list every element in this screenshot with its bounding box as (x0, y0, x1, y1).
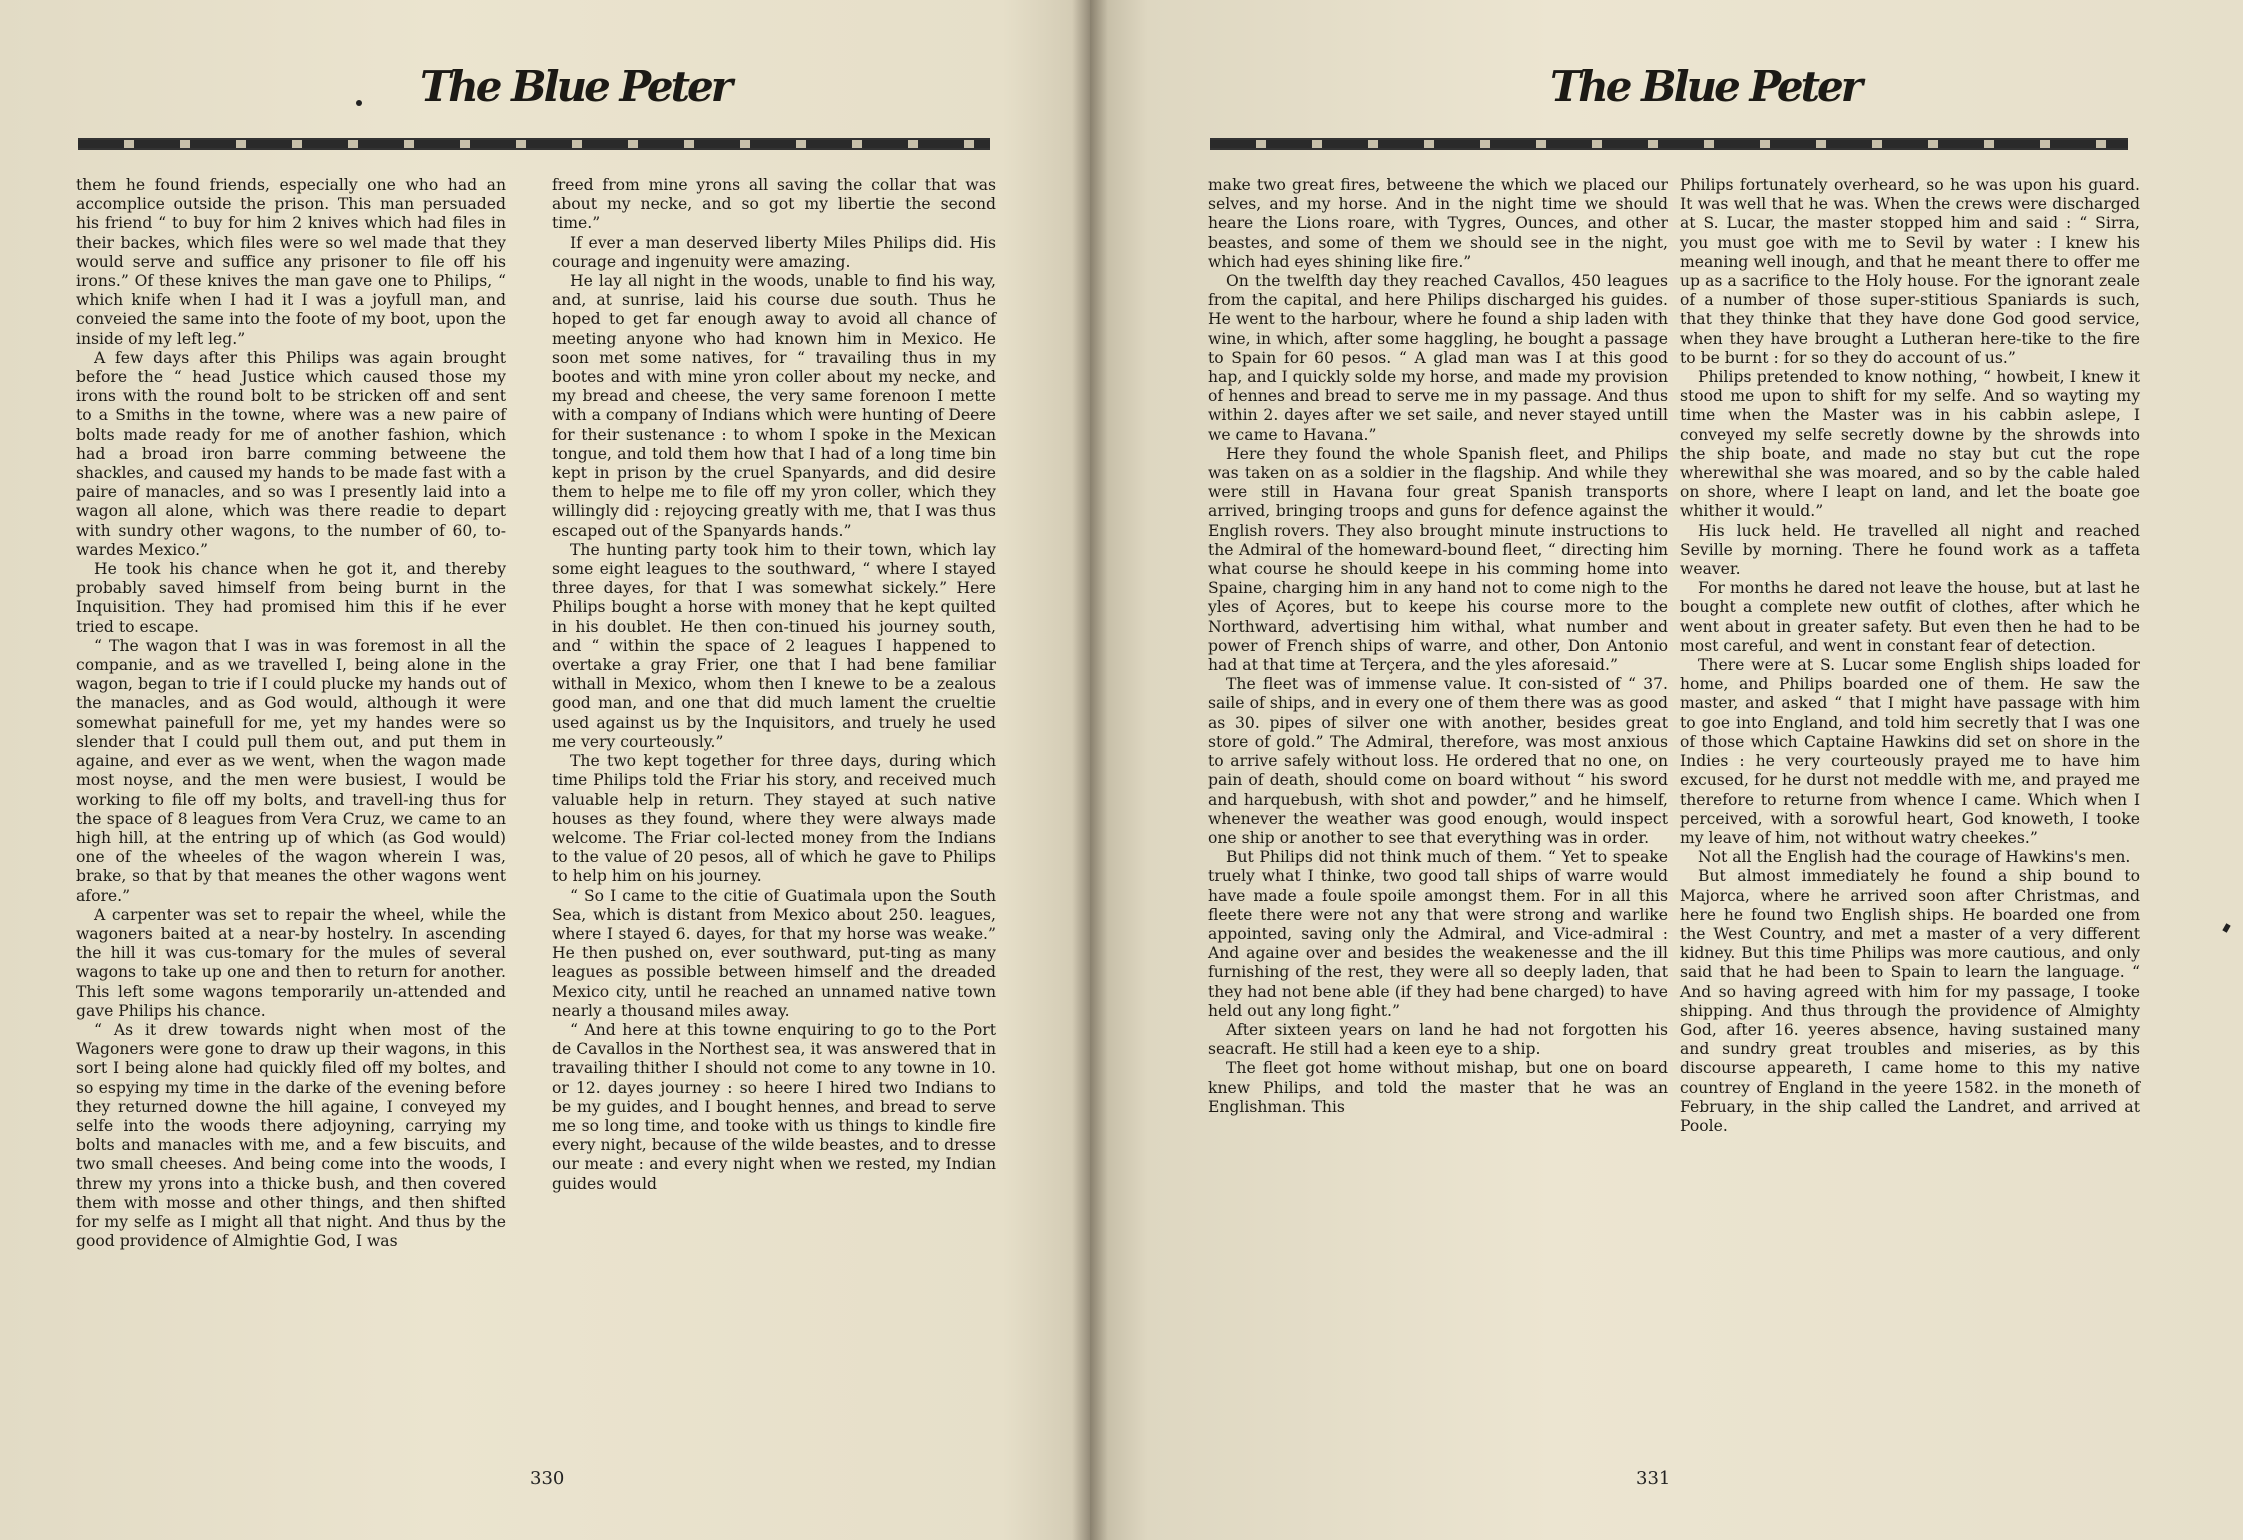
paragraph: His luck held. He travelled all night and reached Seville by morning. There he found work as a taffeta weaver. (1680, 521, 2140, 579)
ornament-dot (356, 100, 362, 106)
paragraph: After sixteen years on land he had not forgotten his seacraft. He still had a keen eye to a ship. (1208, 1020, 1668, 1059)
paragraph: On the twelfth day they reached Cavallos, 450 leagues from the capital, and here Philips discharged his guides. He went to the harbour, where he found a ship laden with wine, in which, after some haggling, he bought a passage to Spain for 60 pesos. “ A glad man was I at this good hap, and I quickly solde my horse, and made my provision of hennes and bread to serve me in my passage. And thus within 2. dayes after we set saile, and never stayed untill we came to Havana.” (1208, 272, 1668, 444)
paragraph: He lay all night in the woods, unable to find his way, and, at sunrise, laid his course due south. Thus he hoped to get far enough away to avoid all chance of meeting anyone who had known him in Mexico. He soon met some natives, for “ travailing thus in my bootes and with mine yron coller about my necke, and my bread and cheese, the very same forenoon I mette with a company of Indians which were hunting of Deere for their sustenance : to whom I spoke in the Mexican tongue, and told them how that I had of a long time bin kept in prison by the cruel Spanyards, and did desire them to helpe me to file off my yron coller, which they willingly did : rejoycing greatly with me, that I was thus escaped out of the Spanyards hands.” (552, 272, 996, 540)
paragraph: Here they found the whole Spanish fleet, and Philips was taken on as a soldier in the flagship. And while they were still in Havana four great Spanish transports arrived, bringing troops and guns for defence against the English rovers. They also brought minute instructions to the Admiral of the homeward-bound fleet, “ directing him what course he should keepe in his comming home into Spaine, charging him in any hand not to come nigh to the yles of Açores, but to keepe his course more to the Northward, advertising him withal, what number and power of French ships of warre, and other, Don Antonio had at that time at Terçera, and the yles aforesaid.” (1208, 444, 1668, 675)
decorative-rule-right (1210, 138, 2128, 150)
paragraph: “ And here at this towne enquiring to go to the Port de Cavallos in the Northest sea, it was answered that in travailing thither I should not come to any towne in 10. or 12. dayes journey : so heere I hired two Indians to be my guides, and I bought hennes, and bread to serve me so long time, and tooke with us things to kindle fire every night, because of the wilde beastes, and to dresse our meate : and every night when we rested, my Indian guides would (552, 1020, 997, 1193)
left-column-2 (552, 176, 996, 1194)
stray-mark (2222, 923, 2230, 932)
paragraph: “ As it drew towards night when most of the Wagoners were gone to draw up their wagons, in this sort I being alone had quickly filed off my boltes, and so espying my time in the darke of the evening before they returned downe the hill againe, I conveyed my selfe into the woods there adjoyning, carrying my bolts and manacles with me, and a few biscuits, and two small cheeses. And being come into the woods, I threw my yrons into a thicke bush, and then covered them with mosse and other things, and then shifted for my selfe as I might all that night. And thus by the good providence of Almightie God, I was (76, 1020, 506, 1251)
right-column-1 (1208, 176, 1668, 1117)
book-gutter (1072, 0, 1108, 1540)
paragraph: Not all the English had the courage of Hawkins's men. (1698, 848, 2131, 867)
paragraph: The fleet was of immense value. It con-sisted of “ 37. saile of ships, and in every one of them there was as good as 30. pipes of silver one with another, besides great store of gold.” The Admiral, therefore, was most anxious to arrive safely without loss. He ordered that no one, on pain of death, should come on board without “ his sword and harquebush, with shot and powder,” and he himself, whenever the weather was good enough, would inspect one ship or another to see that everything was in order. (1208, 675, 1668, 847)
paragraph: If ever a man deserved liberty Miles Philips did. His courage and ingenuity were amazing. (552, 233, 996, 271)
paragraph: A carpenter was set to repair the wheel, while the wagoners baited at a near-by hostelry. In ascending the hill it was cus-tomary for the mules of several wagons to take up one and then to return for another. This left some wagons temporarily un-attended and gave Philips his chance. (76, 905, 506, 1020)
paragraph: Philips fortunately overheard, so he was upon his guard. It was well that he was. When the crews were discharged at S. Lucar, the master stopped him and said : “ Sirra, you must goe with me to Sevil by water : I knew his meaning well inough, and that he meant there to offer me up as a sacrifice to the Holy house. For the ignorant zeale of a number of those super-stitious Spaniards is such, that they thinke that they have done God good service, when they have brought a Lutheran here-tike to the fire to be burnt : for so they do account of us.” (1680, 176, 2140, 367)
paragraph: Philips pretended to know nothing, “ howbeit, I knew it stood me upon to shift for my selfe. And so wayting my time when the Master was in his cabbin aslepe, I conveyed my selfe secretly downe by the shrowds into the ship boate, and made no stay but cut the rope wherewithal she was moared, and so by the cable haled on shore, where I leapt on land, and let the boate goe whither it would.” (1680, 368, 2140, 521)
paragraph: The hunting party took him to their town, which lay some eight leagues to the southward, “ where I stayed three dayes, for that I was somewhat sickely.” Here Philips bought a horse with money that he kept quilted in his doublet. He then con-tinued his journey south, and “ within the space of 2 leagues I happened to overtake a gray Frier, one that I had bene familiar withall in Mexico, whom then I knewe to be a zealous good man, and one that did much lament the crueltie used against us by the Inquisitors, and truely he used me very courteously.” (552, 540, 996, 751)
paragraph: But almost immediately he found a ship bound to Majorca, where he arrived soon after Christmas, and here he found two English ships. He boarded one from the West Country, and met a master of a very different kidney. But this time Philips was more cautious, and only said that he had been to Spain to learn the language. “ And so having agreed with him for my passage, I tooke shipping. And thus through the providence of Almighty God, after 16. yeeres absence, having sustained many and sundry great troubles and miseries, as by this discourse appeareth, I came home to this my native countrey of England in the yeere 1582. in the moneth of February, in the ship called the Landret, and arrived at Poole. (1680, 867, 2140, 1135)
paragraph: The two kept together for three days, during which time Philips told the Friar his story, and received much valuable help in return. They stayed at such native houses as they found, where they were always made welcome. The Friar col-lected money from the Indians to the value of 20 pesos, all of which he gave to Philips to help him on his journey. (552, 752, 996, 886)
left-page (0, 0, 1090, 1540)
paragraph: But Philips did not think much of them. “ Yet to speake truely what I thinke, two good tall ships of warre would have made a foule spoile amongst them. For in all this fleete there were not any that were strong and warlike appointed, saving only the Admiral, and Vice-admiral : And againe over and besides the weakenesse and the ill furnishing of the rest, they were all so deeply laden, that they had not bene able (if they had bene charged) to have held out any long fight.” (1208, 848, 1668, 1020)
left-column-1 (76, 176, 506, 1251)
masthead-left: The Blue Peter (420, 62, 730, 111)
paragraph: A few days after this Philips was again brought before the “ head Justice which caused those my irons with the round bolt to be stricken off and sent to a Smiths in the towne, where was a new paire of bolts made ready for me of another fashion, which had a broad iron barre comming betweene the shackles, and caused my hands to be made fast with a paire of manacles, and so was I presently laid into a wagon all alone, which was there readie to depart with sundry other wagons, to the number of 60, to-wardes Mexico.” (76, 348, 506, 559)
paragraph: For months he dared not leave the house, but at last he bought a complete new outfit of clothes, after which he went about in greater safety. But even then he had to be most careful, and went in constant fear of detection. (1680, 579, 2140, 655)
paragraph: “ The wagon that I was in was foremost in all the companie, and as we travelled I, being alone in the wagon, began to trie if I could plucke my hands out of the manacles, and as God would, although it were somewhat painefull for me, yet my handes were so slender that I could pull them out, and put them in againe, and ever as we went, when the wagon made most noyse, and the men were busiest, I would be working to file off my bolts, and travell-ing thus for the space of 8 leagues from Vera Cruz, we came to an high hill, at the entring up of which (as God would) one of the wheeles of the wagon wherein I was, brake, so that by that meanes the other wagons went afore.” (76, 636, 506, 905)
right-page (1090, 0, 2243, 1540)
right-column-2 (1680, 176, 2140, 1136)
paragraph: make two great fires, betweene the which we placed our selves, and my horse. And in the night time we should heare the Lions roare, with Tygres, Ounces, and other beastes, and some of them we should see in the night, which had eyes shining like fire.” (1208, 176, 1668, 271)
paragraph: “ So I came to the citie of Guatimala upon the South Sea, which is distant from Mexico about 250. leagues, where I stayed 6. dayes, for that my horse was weake.” He then pushed on, ever southward, put-ting as many leagues as possible between himself and the dreaded Mexico city, until he reached an unnamed native town nearly a thousand miles away. (552, 886, 996, 1020)
paragraph: them he found friends, especially one who had an accomplice outside the prison. This man persuaded his friend “ to buy for him 2 knives which had files in their backes, which files were so wel made that they would serve and suffice any prisoner to file off his irons.” Of these knives the man gave one to Philips, “ which knife when I had it I was a joyfull man, and conveied the same into the foote of my boot, upon the inside of my left leg.” (76, 176, 506, 348)
page-number-left: 330 (530, 1468, 565, 1489)
paragraph: The fleet got home without mishap, but one on board knew Philips, and told the master that he was an Englishman. This (1208, 1059, 1668, 1116)
masthead-right: The Blue Peter (1550, 62, 1860, 111)
paragraph: freed from mine yrons all saving the collar that was about my necke, and so got my libertie the second time.” (552, 176, 996, 233)
decorative-rule-left (78, 138, 990, 150)
page-number-right: 331 (1636, 1468, 1671, 1489)
paragraph: He took his chance when he got it, and thereby probably saved himself from being burnt in the Inquisition. They had promised him this if he ever tried to escape. (76, 560, 506, 636)
paragraph: There were at S. Lucar some English ships loaded for home, and Philips boarded one of them. He saw the master, and asked “ that I might have passage with him to goe into England, and told him secretly that I was one of those which Captaine Hawkins did set on shore in the Indies : he very courteously prayed me to have him excused, for he durst not meddle with me, and prayed me therefore to returne from whence I came. Which when I perceived, with a sorowful heart, God knoweth, I tooke my leave of him, not without watry cheekes.” (1680, 656, 2140, 847)
